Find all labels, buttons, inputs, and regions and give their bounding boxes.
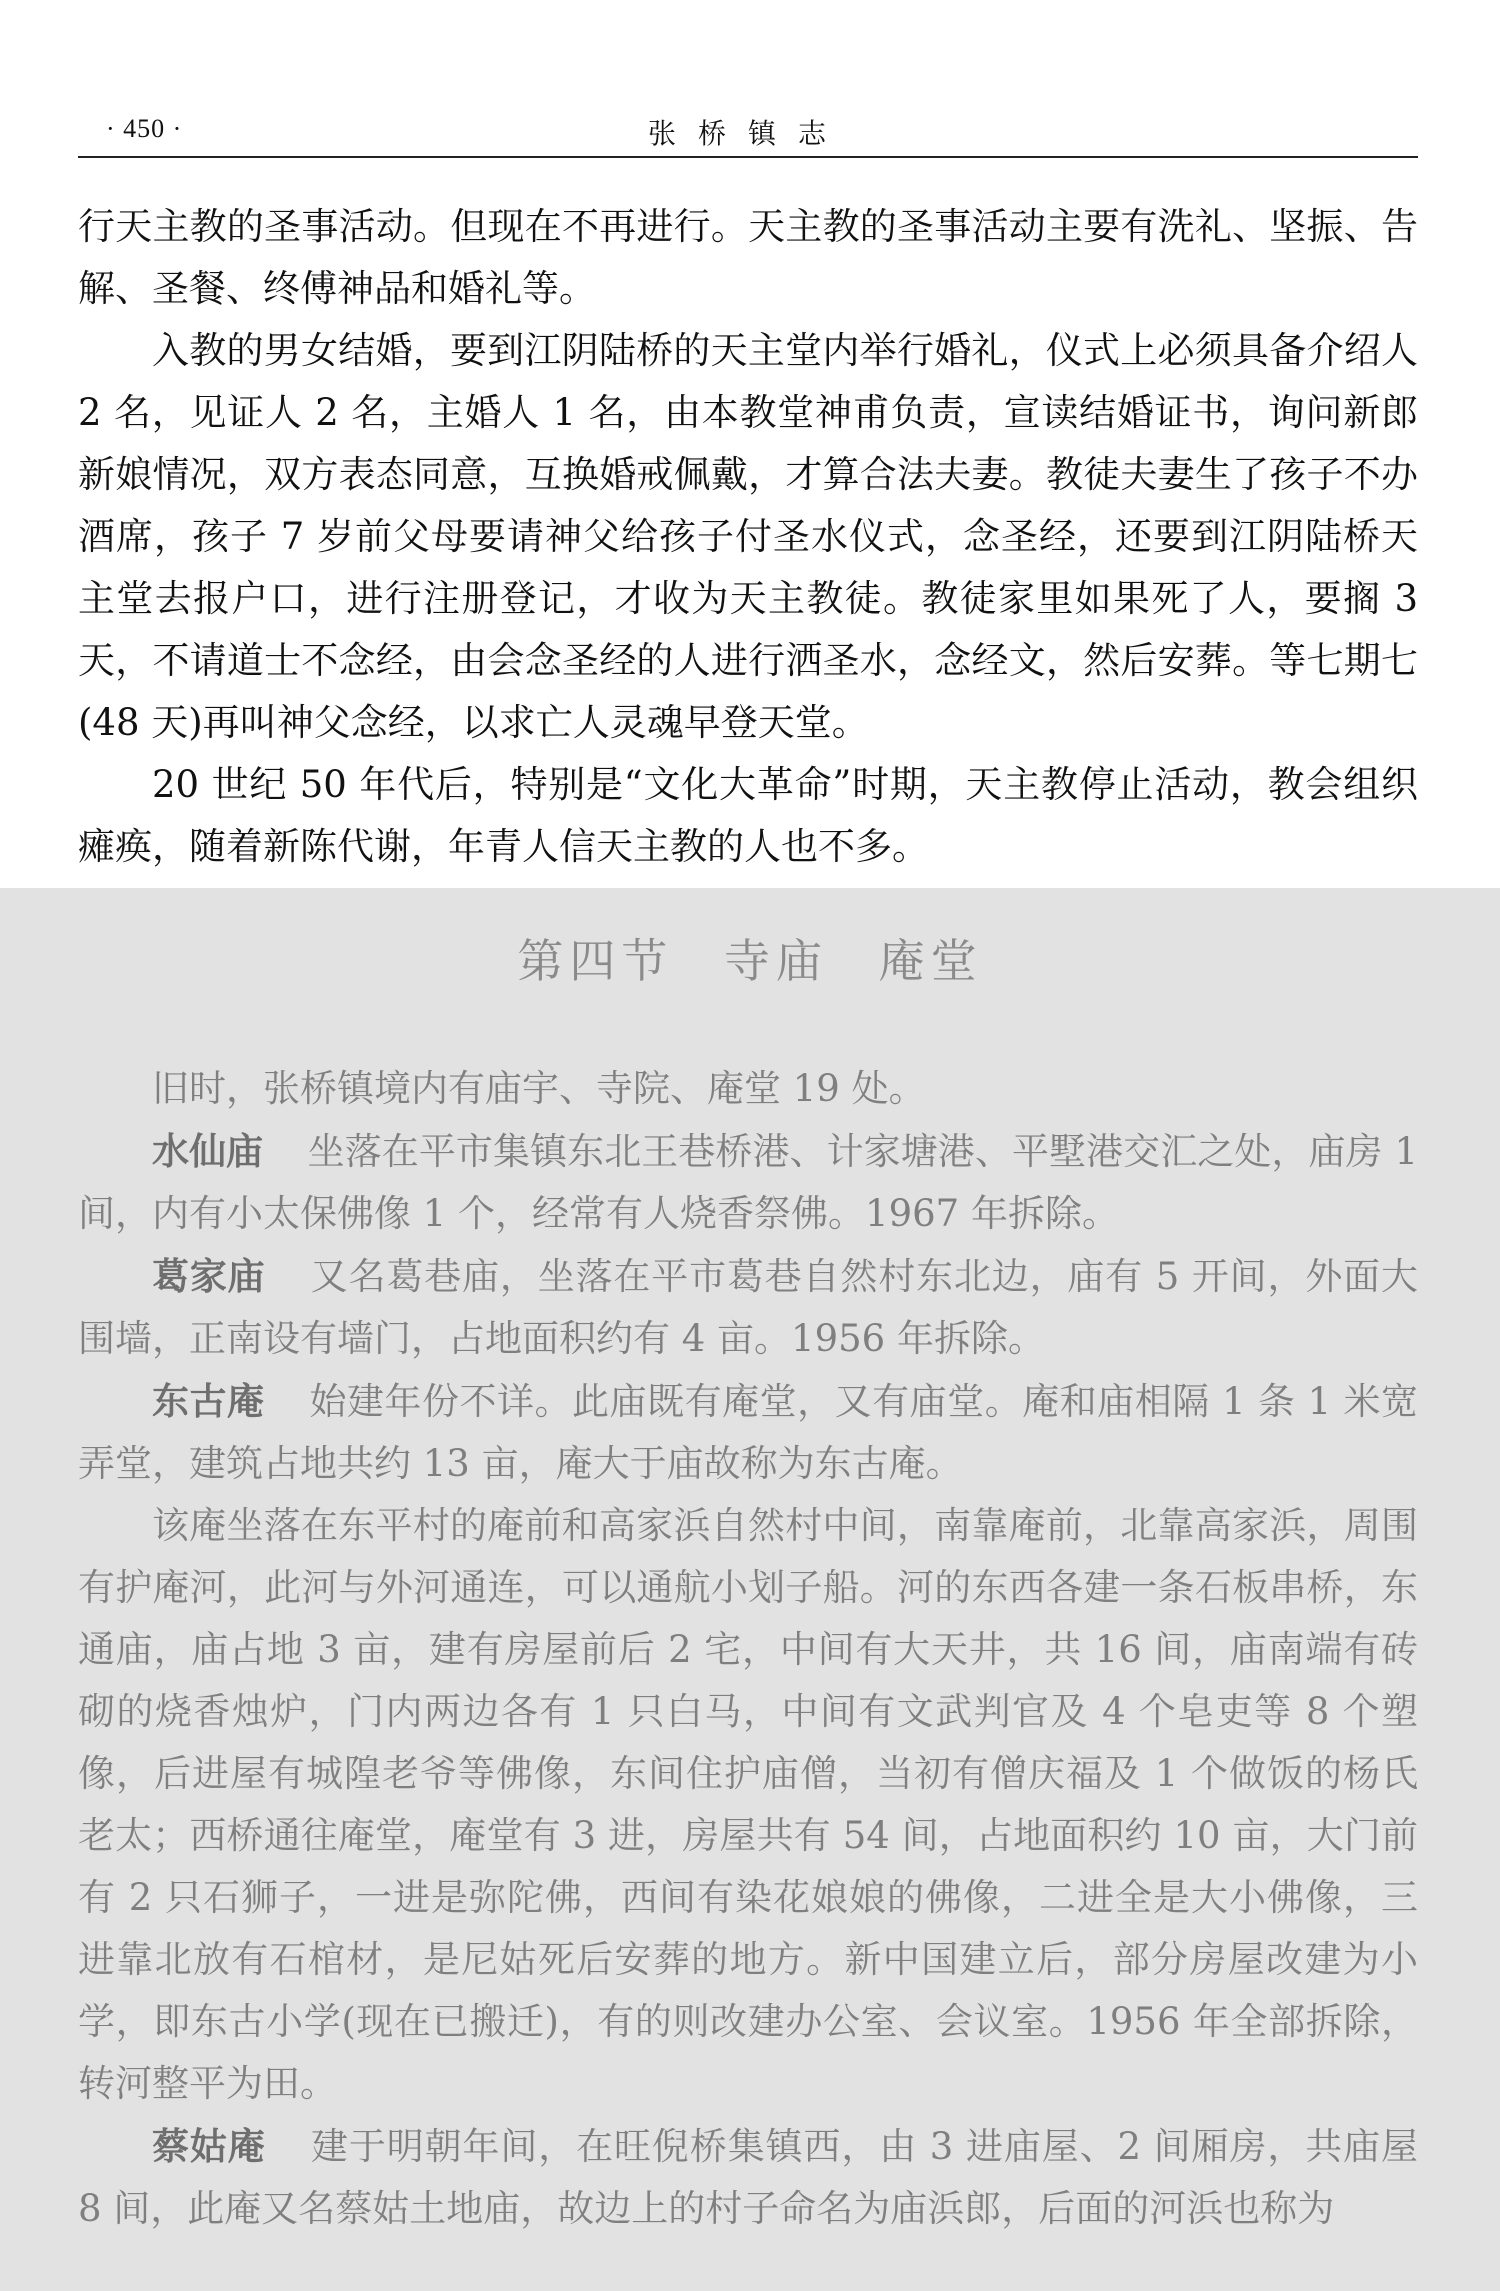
page-number: · 450 ·: [106, 114, 183, 143]
donggu-detail-paragraph: 该庵坐落在东平村的庵前和高家浜自然村中间，南靠庵前，北靠高家浜，周围有护庵河，此河与外河通连，可以通航小划子船。河的东西各建一条石板串桥，东通庙，庙占地 3 亩，建有房屋前后 2 宅，中间有大天井，共 16 间，庙南端有砖砌的烧香烛炉，门内两边各有 1 只白马，中间有文武判官及 4 个皂吏等 8 个塑像，后进屋有城隍老爷等佛像，东间住护庙僧，当初有僧庆福及 1 个做饭的杨氏老太；西桥通往庵堂，庵堂有 3 进，房屋共有 54 间，占地面积约 10 亩，大门前有 2 只石狮子，一进是弥陀佛，西间有染花娘娘的佛像，二进全是大小佛像，三进靠北放有石棺材，是尼姑死后安葬的地方。新中国建立后，部分房屋改建为小学，即东古小学(现在已搬迁)，有的则改建办公室、会议室。1956 年全部拆除，转河整平为田。: [78, 1504, 1418, 2105]
catholic-section-text: [78, 196, 1418, 878]
paragraph-continued: 行天主教的圣事活动。但现在不再进行。天主教的圣事活动主要有洗礼、坚振、告解、圣餐、终傅神品和婚礼等。: [78, 205, 1418, 310]
temples-section-text: [78, 1058, 1418, 2240]
entry-text: 建于明朝年间，在旺倪桥集镇西，由 3 进庙屋、2 间厢房，共庙屋 8 间，此庵又名蔡姑土地庙，故边上的村子命名为庙浜郎，后面的河浜也称为: [78, 2125, 1419, 2230]
entry-gejia-temple: [78, 1245, 1418, 1370]
page-header: [78, 108, 1418, 158]
entry-text: 又名葛巷庙，坐落在平市葛巷自然村东北边，庙有 5 开间，外面大围墙，正南设有墙门，占地面积约有 4 亩。1956 年拆除。: [78, 1255, 1419, 1360]
section-intro: 旧时，张桥镇境内有庙宇、寺院、庵堂 19 处。: [152, 1067, 926, 1110]
entry-term: 水仙庙: [152, 1129, 264, 1173]
entry-text: 坐落在平市集镇东北王巷桥港、计家塘港、平墅港交汇之处，庙房 1 间，内有小太保佛像 1 个，经常有人烧香祭佛。1967 年拆除。: [78, 1130, 1418, 1235]
book-title: 张桥镇志: [647, 117, 848, 150]
entry-donggu-nunnery: [78, 1370, 1418, 1495]
entry-term: 蔡姑庵: [152, 2124, 266, 2168]
entry-term: 葛家庙: [152, 1254, 266, 1298]
entry-shuixian-temple: [78, 1120, 1418, 1245]
entry-text: 始建年份不详。此庙既有庵堂，又有庙堂。庵和庙相隔 1 条 1 米宽弄堂，建筑占地共约 13 亩，庵大于庙故称为东古庵。: [78, 1380, 1419, 1485]
paragraph-marriage: 入教的男女结婚，要到江阴陆桥的天主堂内举行婚礼，仪式上必须具备介绍人 2 名，见证人 2 名，主婚人 1 名，由本教堂神甫负责，宣读结婚证书，询问新郎新娘情况，双方表态同意，互换婚戒佩戴，才算合法夫妻。教徒夫妻生了孩子不办酒席，孩子 7 岁前父母要请神父给孩子付圣水仪式，念圣经，还要到江阴陆桥天主堂去报户口，进行注册登记，才收为天主教徒。教徒家里如果死了人，要搁 3 天，不请道士不念经，由会念圣经的人进行洒圣水，念经文，然后安葬。等七期七(48 天)再叫神父念经，以求亡人灵魂早登天堂。: [78, 329, 1418, 744]
entry-term: 东古庵: [152, 1379, 265, 1423]
section-heading: 第四节 寺庙 庵堂: [517, 934, 983, 988]
paragraph-1950s: 20 世纪 50 年代后，特别是“文化大革命”时期，天主教停止活动，教会组织瘫痪，随着新陈代谢，年青人信天主教的人也不多。: [78, 763, 1418, 868]
entry-caigu-nunnery: [78, 2115, 1418, 2240]
